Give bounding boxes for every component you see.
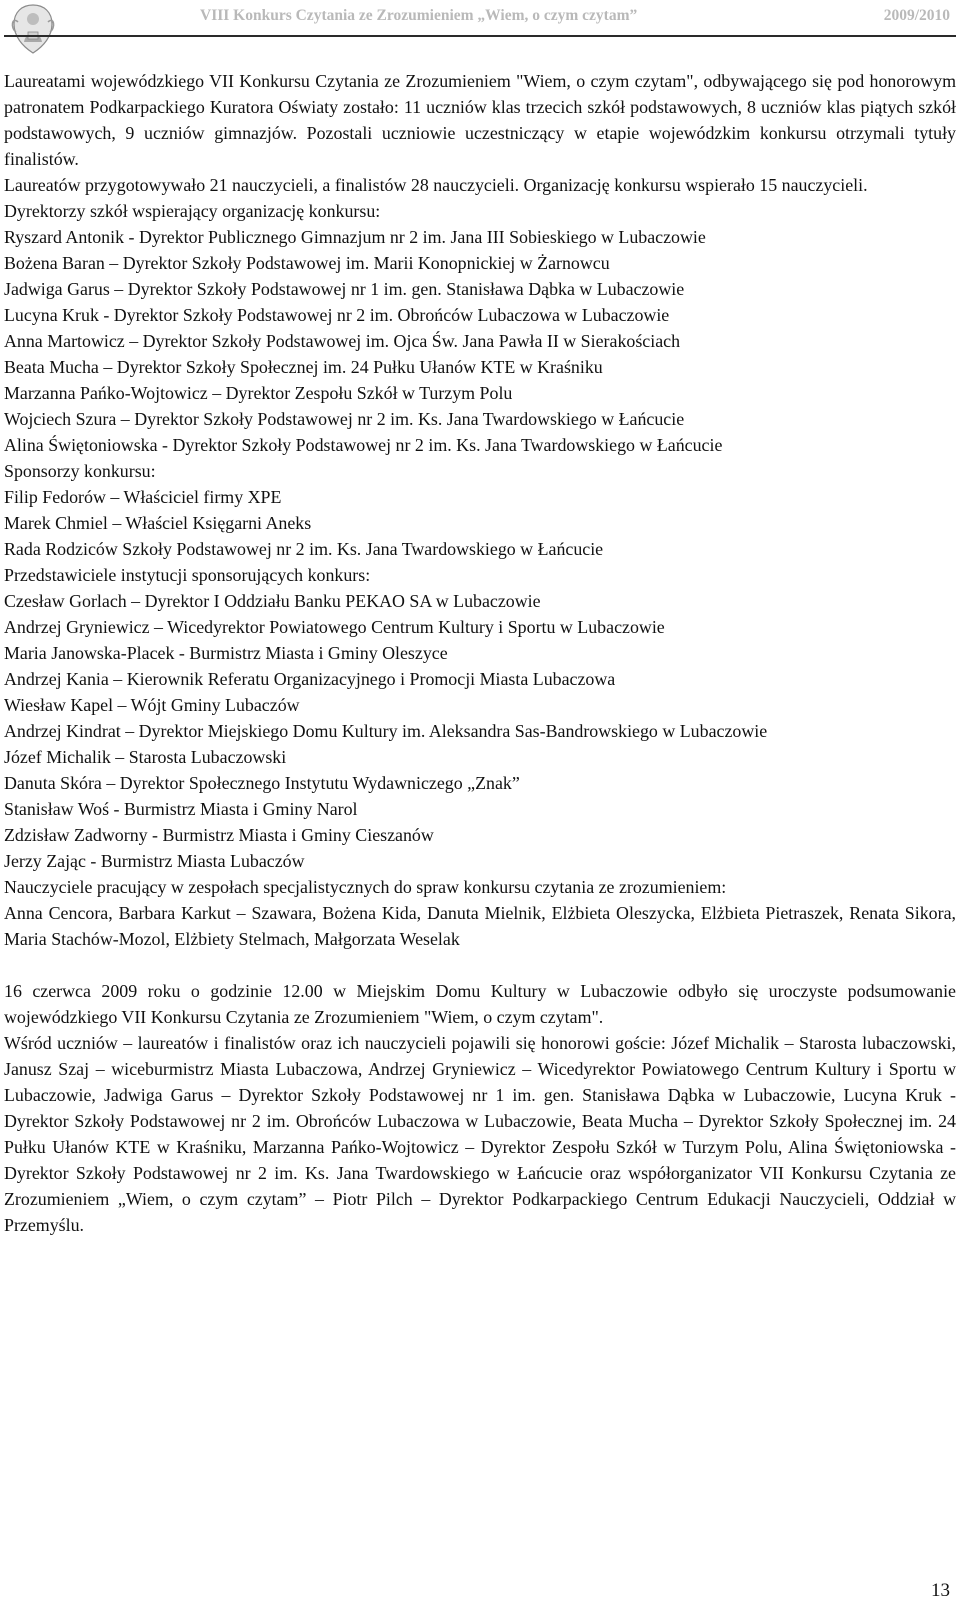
list-item: Filip Fedorów – Właściciel firmy XPE [4,487,282,507]
list-item: Marzanna Pańko-Wojtowicz – Dyrektor Zespołu Szkół w Turzym Polu [4,383,513,403]
list-item: Józef Michalik – Starosta Lubaczowski [4,747,287,767]
list-item: Danuta Skóra – Dyrektor Społecznego Instytutu Wydawniczego „Znak” [4,773,520,793]
list-item: Wiesław Kapel – Wójt Gminy Lubaczów [4,695,300,715]
list-item: Rada Rodziców Szkoły Podstawowej nr 2 im. Ks. Jana Twardowskiego w Łańcucie [4,539,604,559]
list-item: Jadwiga Garus – Dyrektor Szkoły Podstawowej nr 1 im. gen. Stanisława Dąbka w Lubaczowie [4,279,685,299]
list-item: Beata Mucha – Dyrektor Szkoły Społecznej im. 24 Pułku Ułanów KTE w Kraśniku [4,357,603,377]
list-item: Andrzej Kania – Kierownik Referatu Organizacyjnego i Promocji Miasta Lubaczowa [4,669,616,689]
header-title: VIII Konkurs Czytania ze Zrozumieniem „Wiem, o czym czytam” [200,7,638,24]
paragraph-teachers: Laureatów przygotowywało 21 nauczycieli, a finalistów 28 nauczycieli. Organizację konkursu wspierało 15 nauczycieli. [4,175,868,195]
list-heading-institutions: Przedstawiciele instytucji sponsorujących konkurs: [4,565,371,585]
header-divider [4,35,956,37]
paragraph-teacher-names: Anna Cencora, Barbara Karkut – Szawara, Bożena Kida, Danuta Mielnik, Elżbieta Oleszycka, Elżbieta Pietraszek, Renata Sikora, Maria Stachów-Mozol, Elżbiety Stelmach, Małgorzata Weselak [4,903,956,949]
crest-logo-icon [4,2,62,56]
list-item: Anna Martowicz – Dyrektor Szkoły Podstawowej im. Ojca Św. Jana Pawła II w Sierakościach [4,331,681,351]
list-item: Wojciech Szura – Dyrektor Szkoły Podstawowej nr 2 im. Ks. Jana Twardowskiego w Łańcucie [4,409,685,429]
spacer [4,952,956,978]
list-item: Czesław Gorlach – Dyrektor I Oddziału Banku PEKAO SA w Lubaczowie [4,591,541,611]
header-year: 2009/2010 [883,7,950,24]
list-item: Andrzej Kindrat – Dyrektor Miejskiego Domu Kultury im. Aleksandra Sas-Bandrowskiego w Lubaczowie [4,721,768,741]
list-item: Stanisław Woś - Burmistrz Miasta i Gminy Narol [4,799,358,819]
list-item: Bożena Baran – Dyrektor Szkoły Podstawowej im. Marii Konopnickiej w Żarnowcu [4,253,610,273]
page-header [0,0,960,58]
list-item: Marek Chmiel – Właściel Księgarni Aneks [4,513,312,533]
paragraph-guests: Wśród uczniów – laureatów i finalistów oraz ich nauczycieli pojawili się honorowi goście: Józef Michalik – Starosta lubaczowski, Janusz Szaj – wiceburmistrz Miasta Lubaczowa, Andrzej Gryniewicz – Wicedyrektor Powiatowego Centrum Kultury i Sportu w Lubaczowie, Jadwiga Garus – Dyrektor Szkoły Podstawowej nr 1 im. gen. Stanisława Dąbka w Lubaczowie, Lucyna Kruk - Dyrektor Szkoły Podstawowej nr 2 im. Obrońców Lubaczowa w Lubaczowie, Beata Mucha – Dyrektor Szkoły Społecznej im. 24 Pułku Ułanów KTE w Kraśniku, Marzanna Pańko-Wojtowicz – Dyrektor Zespołu Szkół w Turzym Polu, Alina Świętoniowska - Dyrektor Szkoły Podstawowej nr 2 im. Ks. Jana Twardowskiego w Łańcucie oraz współorganizator VII Konkursu Czytania ze Zrozumieniem „Wiem, o czym czytam” – Piotr Pilch – Dyrektor Podkarpackiego Centrum Edukacji Nauczycieli, Oddział w Przemyślu. [4,1033,956,1235]
list-heading-sponsors: Sponsorzy konkursu: [4,461,156,481]
paragraph-laureates: Laureatami wojewódzkiego VII Konkursu Czytania ze Zrozumieniem "Wiem, o czym czytam", odbywającego się pod honorowym patronatem Podkarpackiego Kuratora Oświaty zostało: 11 uczniów klas trzecich szkół podstawowych, 8 uczniów klas piątych szkół podstawowych, 9 uczniów gimnazjów. Pozostali uczniowie uczestniczący w etapie wojewódzkim konkursu otrzymali tytuły finalistów. [4,71,956,169]
page-number: 13 [931,1580,950,1601]
list-item: Alina Świętoniowska - Dyrektor Szkoły Podstawowej nr 2 im. Ks. Jana Twardowskiego w Łańcucie [4,435,723,455]
paragraph-ceremony: 16 czerwca 2009 roku o godzinie 12.00 w Miejskim Domu Kultury w Lubaczowie odbyło się uroczyste podsumowanie wojewódzkiego VII Konkursu Czytania ze Zrozumieniem "Wiem, o czym czytam". [4,981,956,1027]
list-item: Andrzej Gryniewicz – Wicedyrektor Powiatowego Centrum Kultury i Sportu w Lubaczowie [4,617,665,637]
list-item: Zdzisław Zadworny - Burmistrz Miasta i Gminy Cieszanów [4,825,434,845]
list-item: Maria Janowska-Placek - Burmistrz Miasta i Gminy Oleszyce [4,643,448,663]
list-item: Lucyna Kruk - Dyrektor Szkoły Podstawowej nr 2 im. Obrońców Lubaczowa w Lubaczowie [4,305,670,325]
list-heading-directors: Dyrektorzy szkół wspierający organizację konkursu: [4,201,381,221]
document-body [4,68,956,1238]
list-item: Ryszard Antonik - Dyrektor Publicznego Gimnazjum nr 2 im. Jana III Sobieskiego w Lubaczowie [4,227,706,247]
list-heading-specialist-teachers: Nauczyciele pracujący w zespołach specjalistycznych do spraw konkursu czytania ze zrozumieniem: [4,877,727,897]
list-item: Jerzy Zając - Burmistrz Miasta Lubaczów [4,851,305,871]
